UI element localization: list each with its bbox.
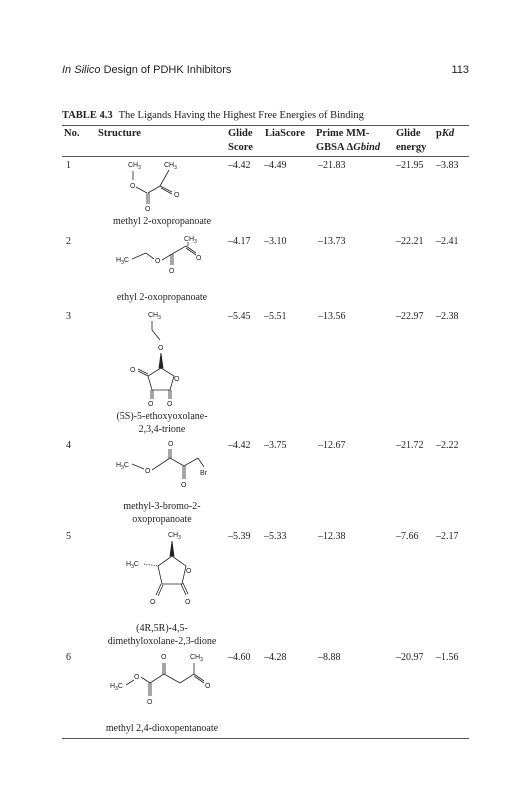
glide-energy-value: –21.95: [396, 160, 424, 171]
running-header: [62, 64, 469, 76]
compound-name: [92, 500, 232, 526]
atom-label: O: [145, 206, 151, 213]
pkd-value: –2.41: [436, 236, 459, 247]
table-caption-text: The Ligands Having the Highest Free Energies of Binding: [118, 110, 364, 121]
header-glide-score-line1: Glide: [228, 128, 253, 139]
atom-label: $CH_3$: [168, 532, 181, 541]
header-prime-line2: [316, 141, 380, 155]
row-number: 1: [66, 160, 71, 171]
structure-diagram: [112, 232, 212, 292]
header-glide-score-line2: Score: [228, 142, 253, 153]
atom-label: $H_3C$: [110, 683, 123, 692]
header-pkd-p: p: [436, 128, 442, 139]
atom-label: O: [155, 258, 161, 265]
liascore-value: –3.75: [264, 440, 287, 451]
table-bottom-rule: [62, 738, 469, 739]
atom-label: O: [158, 345, 164, 352]
compound-name: [92, 622, 232, 648]
glide-energy-value: –20.97: [396, 652, 424, 663]
running-title-rest: Design of PDHK Inhibitors: [100, 64, 232, 76]
header-structure: Structure: [98, 128, 141, 139]
atom-label: $H_3C$: [116, 257, 129, 266]
header-prime-line1: Prime MM-: [316, 128, 370, 139]
atom-label: $H_3C$: [126, 561, 139, 570]
atom-label: $H_3C$: [116, 462, 129, 471]
compound-name: [92, 410, 232, 436]
structure-diagram: [126, 308, 206, 408]
running-title: [62, 64, 231, 76]
prime-value: –12.38: [318, 531, 346, 542]
atom-label: $CH_3$: [148, 312, 161, 321]
page-number: 113: [451, 64, 469, 76]
header-pkd: [436, 127, 454, 141]
structure-diagram: [120, 528, 210, 618]
compound-name-line1: (5S)-5-ethoxyoxolane-: [116, 411, 208, 422]
atom-label: $CH_3$: [128, 162, 141, 171]
pkd-value: –3.83: [436, 160, 459, 171]
compound-name-line2: oxopropanoate: [132, 514, 192, 525]
row-number: 5: [66, 531, 71, 542]
atom-label: O: [161, 654, 167, 661]
pkd-value: –2.22: [436, 440, 459, 451]
atom-label: O: [130, 367, 136, 374]
pkd-value: –2.38: [436, 311, 459, 322]
atom-label: O: [168, 441, 174, 448]
compound-name: ethyl 2-oxopropanoate: [116, 292, 208, 303]
glide-score-value: –4.60: [228, 652, 251, 663]
header-no: No.: [64, 128, 80, 139]
atom-label: O: [145, 468, 151, 475]
glide-score-value: –5.39: [228, 531, 251, 542]
header-glide-energy-line1: Glide: [396, 128, 421, 139]
liascore-value: –5.51: [264, 311, 287, 322]
prime-value: –13.56: [318, 311, 346, 322]
compound-name-line2: dimethyloxolane-2,3-dione: [107, 636, 217, 647]
row-number: 2: [66, 236, 71, 247]
table-label: TABLE 4.3: [62, 110, 113, 121]
atom-label: $CH_3$: [184, 236, 197, 245]
atom-label: O: [150, 599, 156, 606]
atom-label: O: [181, 482, 187, 489]
glide-score-value: –5.45: [228, 311, 251, 322]
pkd-value: –2.17: [436, 531, 459, 542]
compound-name-line2: 2,3,4-trione: [138, 424, 186, 435]
row-number: 4: [66, 440, 71, 451]
atom-label: $CH_3$: [164, 162, 177, 171]
header-glide-energy: [396, 127, 426, 155]
prime-value: –12.67: [318, 440, 346, 451]
running-title-italic: In Silico: [62, 64, 101, 76]
header-glide-energy-line2: energy: [396, 142, 427, 153]
compound-name: methyl 2-oxopropanoate: [112, 216, 212, 227]
liascore-value: –5.33: [264, 531, 287, 542]
header-prime-gbind: Gbind: [353, 142, 381, 153]
atom-label: O: [148, 401, 154, 408]
compound-name-line1: (4R,5R)-4,5-: [136, 623, 188, 634]
header-prime: [316, 127, 380, 155]
glide-score-value: –4.42: [228, 160, 251, 171]
structure-diagram: [108, 650, 228, 718]
row-number: 3: [66, 311, 71, 322]
structure-diagram: [112, 437, 212, 499]
atom-label: O: [167, 401, 173, 408]
structure-diagram: [120, 158, 210, 214]
compound-name-line1: methyl-3-bromo-2-: [123, 501, 201, 512]
atom-label: O: [174, 192, 180, 199]
compound-name: methyl 2,4-dioxopentanoate: [105, 723, 219, 734]
glide-energy-value: –22.97: [396, 311, 424, 322]
atom-label: $CH_3$: [190, 654, 203, 663]
atom-label: O: [174, 376, 180, 383]
glide-score-value: –4.42: [228, 440, 251, 451]
table-top-rule: [62, 125, 469, 126]
atom-label: O: [130, 183, 136, 190]
atom-label: O: [185, 599, 191, 606]
atom-label: O: [205, 683, 211, 690]
liascore-value: –4.28: [264, 652, 287, 663]
row-number: 6: [66, 652, 71, 663]
prime-value: –8.88: [318, 652, 341, 663]
atom-label: O: [134, 674, 140, 681]
glide-energy-value: –21.72: [396, 440, 424, 451]
header-prime-delta: GBSA Δ: [316, 142, 354, 153]
atom-label: O: [147, 699, 153, 706]
liascore-value: –3.10: [264, 236, 287, 247]
atom-label: O: [186, 568, 192, 575]
glide-energy-value: –7.66: [396, 531, 419, 542]
liascore-value: –4.49: [264, 160, 287, 171]
table-header-rule: [62, 156, 469, 157]
pkd-value: –1.56: [436, 652, 459, 663]
table-caption: [62, 110, 364, 121]
atom-label: O: [196, 255, 202, 262]
prime-value: –21.83: [318, 160, 346, 171]
atom-label: O: [169, 268, 175, 275]
prime-value: –13.73: [318, 236, 346, 247]
atom-label: Br: [200, 470, 207, 477]
header-glide-score: [228, 127, 253, 155]
header-liascore: LiaScore: [265, 128, 306, 139]
glide-score-value: –4.17: [228, 236, 251, 247]
glide-energy-value: –22.21: [396, 236, 424, 247]
header-pkd-kd: Kd: [441, 128, 455, 139]
